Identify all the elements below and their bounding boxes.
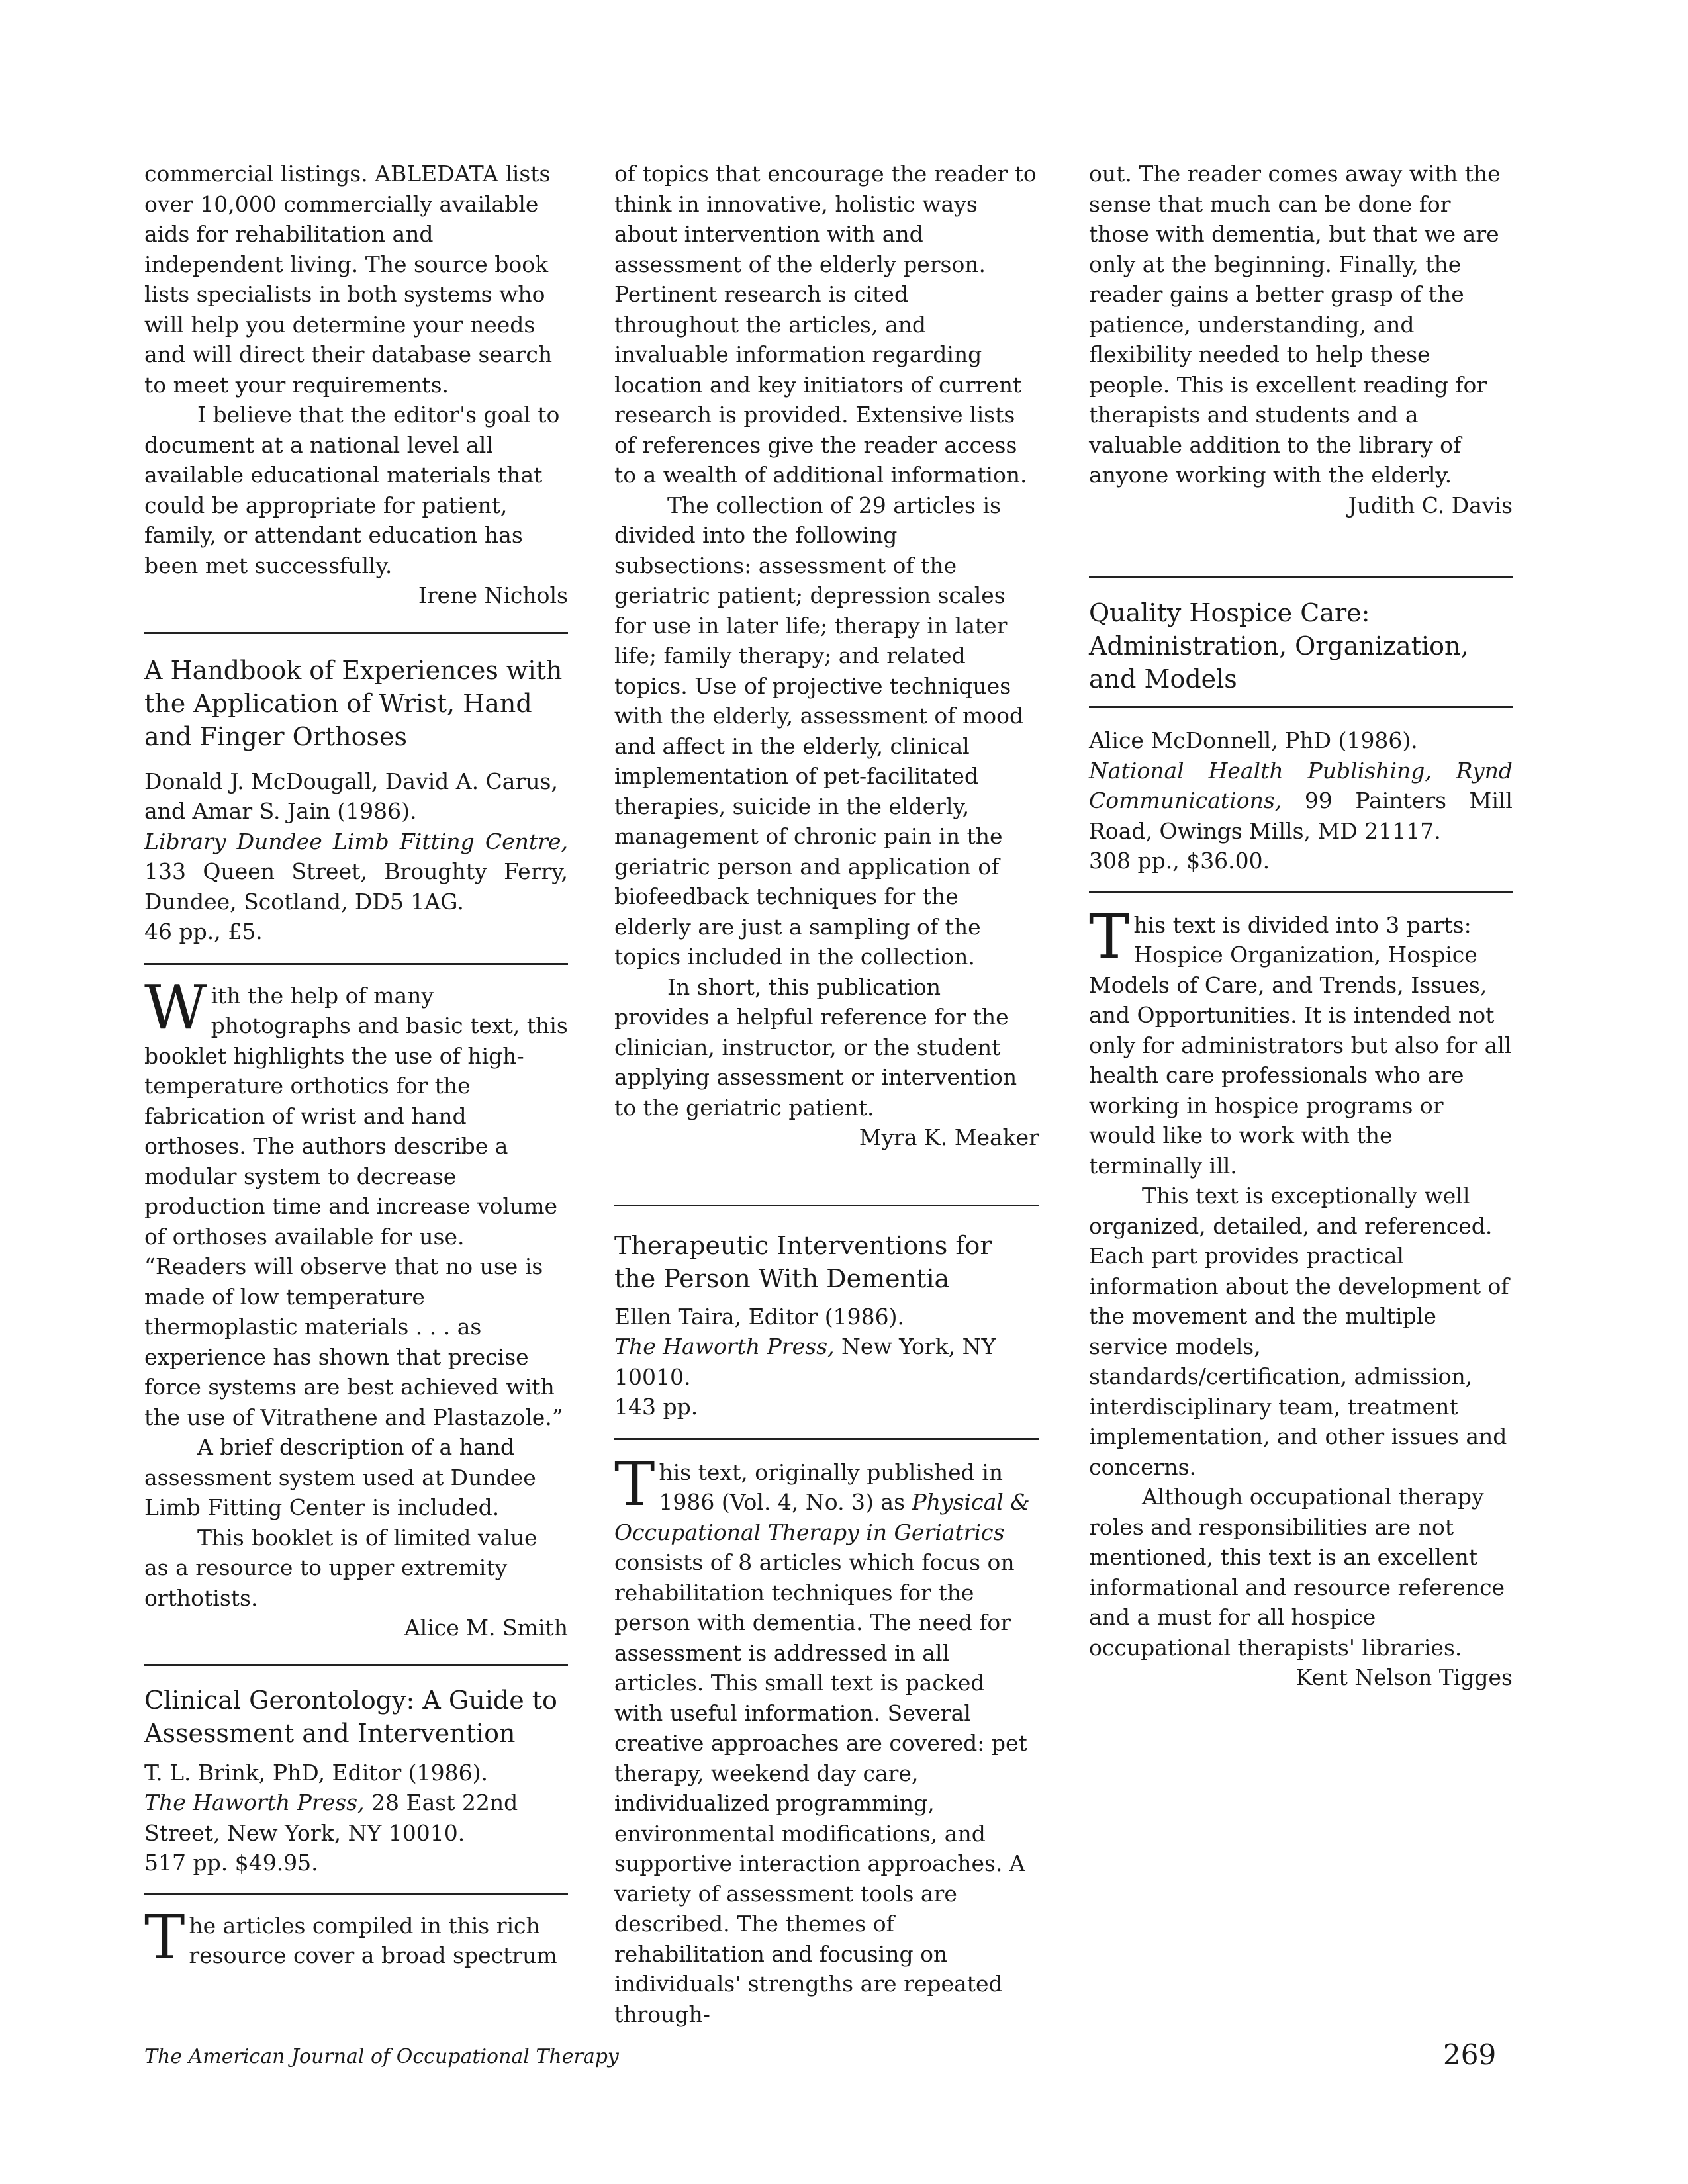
review-authors: Donald J. McDougall, David A. Carus, and Amar S. Jain (1986).	[144, 768, 558, 824]
divider	[1089, 706, 1513, 708]
review-publisher-line	[1089, 756, 1513, 846]
divider	[144, 1664, 568, 1666]
review-address: 133 Queen Street, Broughty Ferry, Dundee, Scotland, DD5 1AG.	[144, 858, 568, 915]
paragraph-text: his text is divided into 3 parts: Hospice Organization, Hospice Models of Care, and Trends, Issues, and Opportunities. It is intended not only for administrators but also for all health care professionals who are working in hospice programs or would like to work with the terminally ill.	[1089, 911, 1512, 1179]
paragraph: out. The reader comes away with the sense that much can be done for those with dementia, but that we are only at the beginning. Finally, the reader gains a better grasp of the patience, understanding, and flexibility needed to help these people. This is excellent reading for therapists and students and a valuable addition to the library of anyone working with the elderly.	[1089, 161, 1501, 488]
paragraph: Although occupational therapy roles and responsibilities are not mentioned, this text is an excellent informational and resource reference and a must for all hospice occupational therapists' libraries.	[1089, 1484, 1505, 1661]
divider	[144, 963, 568, 965]
review-address: New York, NY 10010.	[614, 1334, 996, 1390]
bibliographic-info	[144, 766, 568, 947]
paragraph: I believe that the editor's goal to document at a national level all available educational materials that could be appropriate for patient, family, or attendant education has been met successfully.	[144, 402, 560, 578]
paragraph	[614, 1448, 1039, 2030]
bibliographic-info	[1089, 725, 1513, 876]
drop-cap: T	[1089, 901, 1130, 972]
journal-footer: The American Journal of Occupational Therapy	[144, 2045, 619, 2068]
divider	[144, 1893, 568, 1895]
paragraph: This booklet is of limited value as a resource to upper extremity orthotists.	[144, 1524, 538, 1611]
drop-cap: W	[144, 972, 207, 1043]
journal-name: Physical & Occupational Therapy in Geriatrics	[614, 1489, 1030, 1545]
reviewer-signature: Irene Nichols	[418, 582, 568, 608]
review-price: 308 pp., $36.00.	[1089, 848, 1270, 874]
review-publisher-line	[144, 1788, 568, 1848]
review-publisher: National Health Publishing, Rynd Communications,	[1089, 757, 1513, 813]
paragraph	[1089, 901, 1513, 1181]
column-3	[1089, 159, 1513, 1693]
review-title: Clinical Gerontology: A Guide to Assessment and Intervention	[144, 1685, 557, 1748]
divider	[1089, 576, 1513, 578]
reviewer-signature: Myra K. Meaker	[859, 1124, 1039, 1150]
reviewer-signature: Kent Nelson Tigges	[1295, 1664, 1513, 1690]
paragraph-text: consists of 8 articles which focus on rehabilitation techniques for the person with dementia. The need for assessment is addressed in all articles. This small text is packed with useful information. Several creative approaches are covered: pet therapy, weekend day care, individualized programming, environmental modifications, and supportive interaction approaches. A variety of assessment tools are described. The themes of rehabilitation and focusing on individuals' strengths are repeated through-	[614, 1549, 1027, 2027]
review-price: 143 pp.	[614, 1394, 698, 1420]
review-publisher: The Haworth Press,	[144, 1790, 365, 1815]
review-authors: Ellen Taira, Editor (1986).	[614, 1303, 904, 1330]
review-authors: Alice McDonnell, PhD (1986).	[1089, 727, 1418, 753]
column-1	[144, 159, 568, 1971]
divider	[614, 1438, 1039, 1440]
review-title: A Handbook of Experiences with the Application of Wrist, Hand and Finger Orthoses	[144, 655, 563, 751]
paragraph-text: ith the help of many photographs and basic text, this booklet highlights the use of high-temperature orthotics for the fabrication of wrist and hand orthoses. The authors describe a modular system to decrease production time and increase volume of orthoses available for use. “Readers will observe that no use is made of low temperature thermoplastic materials . . . as experience has shown that precise force systems are best achieved with the use of Vitrathene and Plastazole.”	[144, 982, 568, 1430]
review-address: 28 East 22nd Street, New York, NY 10010.	[144, 1790, 518, 1846]
review-publisher-line	[614, 1332, 1039, 1392]
divider	[1089, 891, 1513, 893]
bibliographic-info	[614, 1302, 1039, 1422]
paragraph: of topics that encourage the reader to think in innovative, holistic ways about intervention with and assessment of the elderly person. Pertinent research is cited throughout the articles, and invaluable information regarding location and key initiators of current research is provided. Extensive lists of references give the reader access to a wealth of additional information.	[614, 161, 1037, 488]
paragraph: This text is exceptionally well organized, detailed, and referenced. Each part provides practical information about the development of the movement and the multiple service models, standards/certification, admission, interdisciplinary team, treatment implementation, and other issues and concerns.	[1089, 1183, 1509, 1480]
review-address: 99 Painters Mill Road, Owings Mills, MD 21117.	[1089, 788, 1513, 844]
review-price: 46 pp., £5.	[144, 919, 263, 944]
paragraph	[144, 1901, 568, 1973]
paragraph	[144, 972, 568, 1433]
paragraph-text: he articles compiled in this rich resource cover a broad spectrum	[189, 1912, 557, 1968]
column-2	[614, 159, 1039, 2029]
review-authors: T. L. Brink, PhD, Editor (1986).	[144, 1759, 488, 1786]
paragraph: In short, this publication provides a helpful reference for the clinician, instructor, or the student applying assessment or intervention to the geriatric patient.	[614, 974, 1017, 1120]
bibliographic-info	[144, 1758, 568, 1878]
paragraph: A brief description of a hand assessment system used at Dundee Limb Fitting Center is included.	[144, 1434, 536, 1520]
paragraph-text: his text, originally published in 1986 (Vol. 4, No. 3) as	[659, 1459, 1004, 1515]
review-publisher-line	[144, 827, 568, 917]
reviewer-signature: Alice M. Smith	[404, 1615, 568, 1641]
review-publisher: The Haworth Press,	[614, 1334, 835, 1359]
review-price: 517 pp. $49.95.	[144, 1850, 318, 1876]
divider	[144, 632, 568, 634]
reviewer-signature: Judith C. Davis	[1348, 492, 1513, 518]
review-title: Therapeutic Interventions for the Person With Dementia	[614, 1230, 992, 1293]
drop-cap: T	[144, 1901, 185, 1973]
page-number: 269	[1443, 2038, 1497, 2071]
divider	[614, 1205, 1039, 1206]
review-title: Quality Hospice Care: Administration, Organization, and Models	[1089, 598, 1469, 694]
paragraph: commercial listings. ABLEDATA lists over 10,000 commercially available aids for rehabilitation and independent living. The source book lists specialists in both systems who will help you determine your needs and will direct their database search to meet your requirements.	[144, 161, 553, 398]
drop-cap: T	[614, 1448, 655, 1520]
review-publisher: Library Dundee Limb Fitting Centre,	[144, 828, 568, 854]
paragraph: The collection of 29 articles is divided into the following subsections: assessment of the geriatric patient; depression scales for use in later life; therapy in later life; family therapy; and related topics. Use of projective techniques with the elderly, assessment of mood and affect in the elderly, clinical implementation of pet-facilitated therapies, suicide in the elderly, management of chronic pain in the geriatric person and application of biofeedback techniques for the elderly are just a sampling of the topics included in the collection.	[614, 492, 1024, 970]
